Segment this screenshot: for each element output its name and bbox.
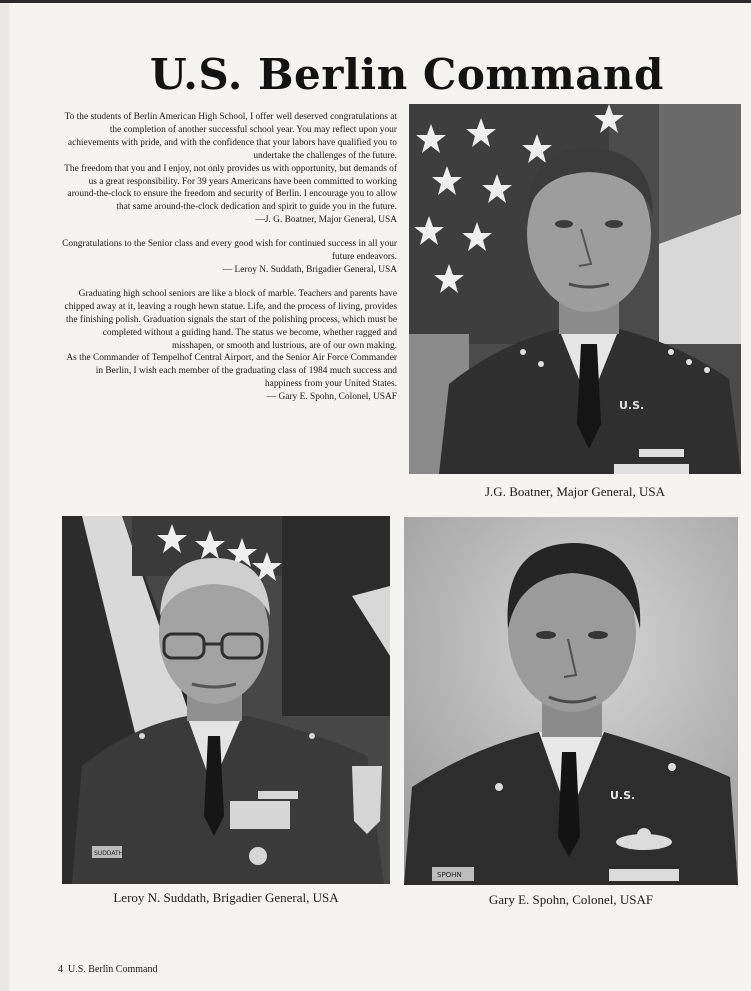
letter-spohn <box>62 288 397 404</box>
page-title: U.S. Berlin Command <box>150 50 664 99</box>
nametag-text: SUDDATH <box>94 850 124 857</box>
letter-paragraph: Graduating high school seniors are like a block of marble. Teachers and parents have chipped away at it, leaving a rough hewn statue. Life, and the process of living, provides the finishing polish. Graduation signals the start of the polishing process, which must be completed without a guiding hand. The status we become, whether ragged and misshapen, or smooth and lustrious, are of our own making. <box>64 288 397 351</box>
portrait-photo-boatner <box>409 104 741 474</box>
letter-signature: — Leroy N. Suddath, Brigadier General, USA <box>222 264 397 275</box>
page-footer <box>58 964 157 975</box>
photo-caption-spohn: Gary E. Spohn, Colonel, USAF <box>488 892 654 907</box>
binding-edge <box>0 0 9 991</box>
running-footer: U.S. Berlin Command <box>68 964 158 975</box>
photo-caption-suddath: Leroy N. Suddath, Brigadier General, USA <box>113 890 339 905</box>
photo-caption-boatner: J.G. Boatner, Major General, USA <box>485 484 665 499</box>
letter-paragraph: Congratulations to the Senior class and every good wish for continued success in all your future endeavors. <box>62 239 397 263</box>
letter-paragraph: As the Commander of Tempelhof Central Airport, and the Senior Air Force Commander in Berlin, I wish each member of the graduating class of 1984 much success and happiness from your United States. <box>66 353 397 390</box>
letter-paragraph: The freedom that you and I enjoy, not only provides us with opportunity, but demands of us a great responsibility. For 39 years Americans have been committed to working around-the-clock to ensure the freedom and security of Berlin. I encourage you to allow that same around-the-clock dedication and spirit to guide you in the future. <box>64 163 397 213</box>
letter-signature: — Gary E. Spohn, Colonel, USAF <box>266 392 397 403</box>
letter-paragraph: To the students of Berlin American High School, I offer well deserved congratulations at the completion of another successful school year. You may reflect upon your achievements with pride, and with the confidence that your labors have qualified you to undertake the challenges of the future. <box>64 112 397 161</box>
collar-badge-text: U.S. <box>619 399 645 412</box>
nametag-text: SPOHN <box>437 871 462 879</box>
page-number: 4 <box>58 964 63 975</box>
letters-column <box>62 111 397 404</box>
letter-boatner <box>62 111 397 227</box>
top-edge-line <box>0 0 751 3</box>
portrait-photo-spohn <box>404 517 738 885</box>
letter-signature: —J. G. Boatner, Major General, USA <box>255 215 397 226</box>
portrait-photo-suddath <box>62 516 390 884</box>
collar-badge-text: U.S. <box>610 789 636 802</box>
letter-suddath <box>62 238 397 277</box>
